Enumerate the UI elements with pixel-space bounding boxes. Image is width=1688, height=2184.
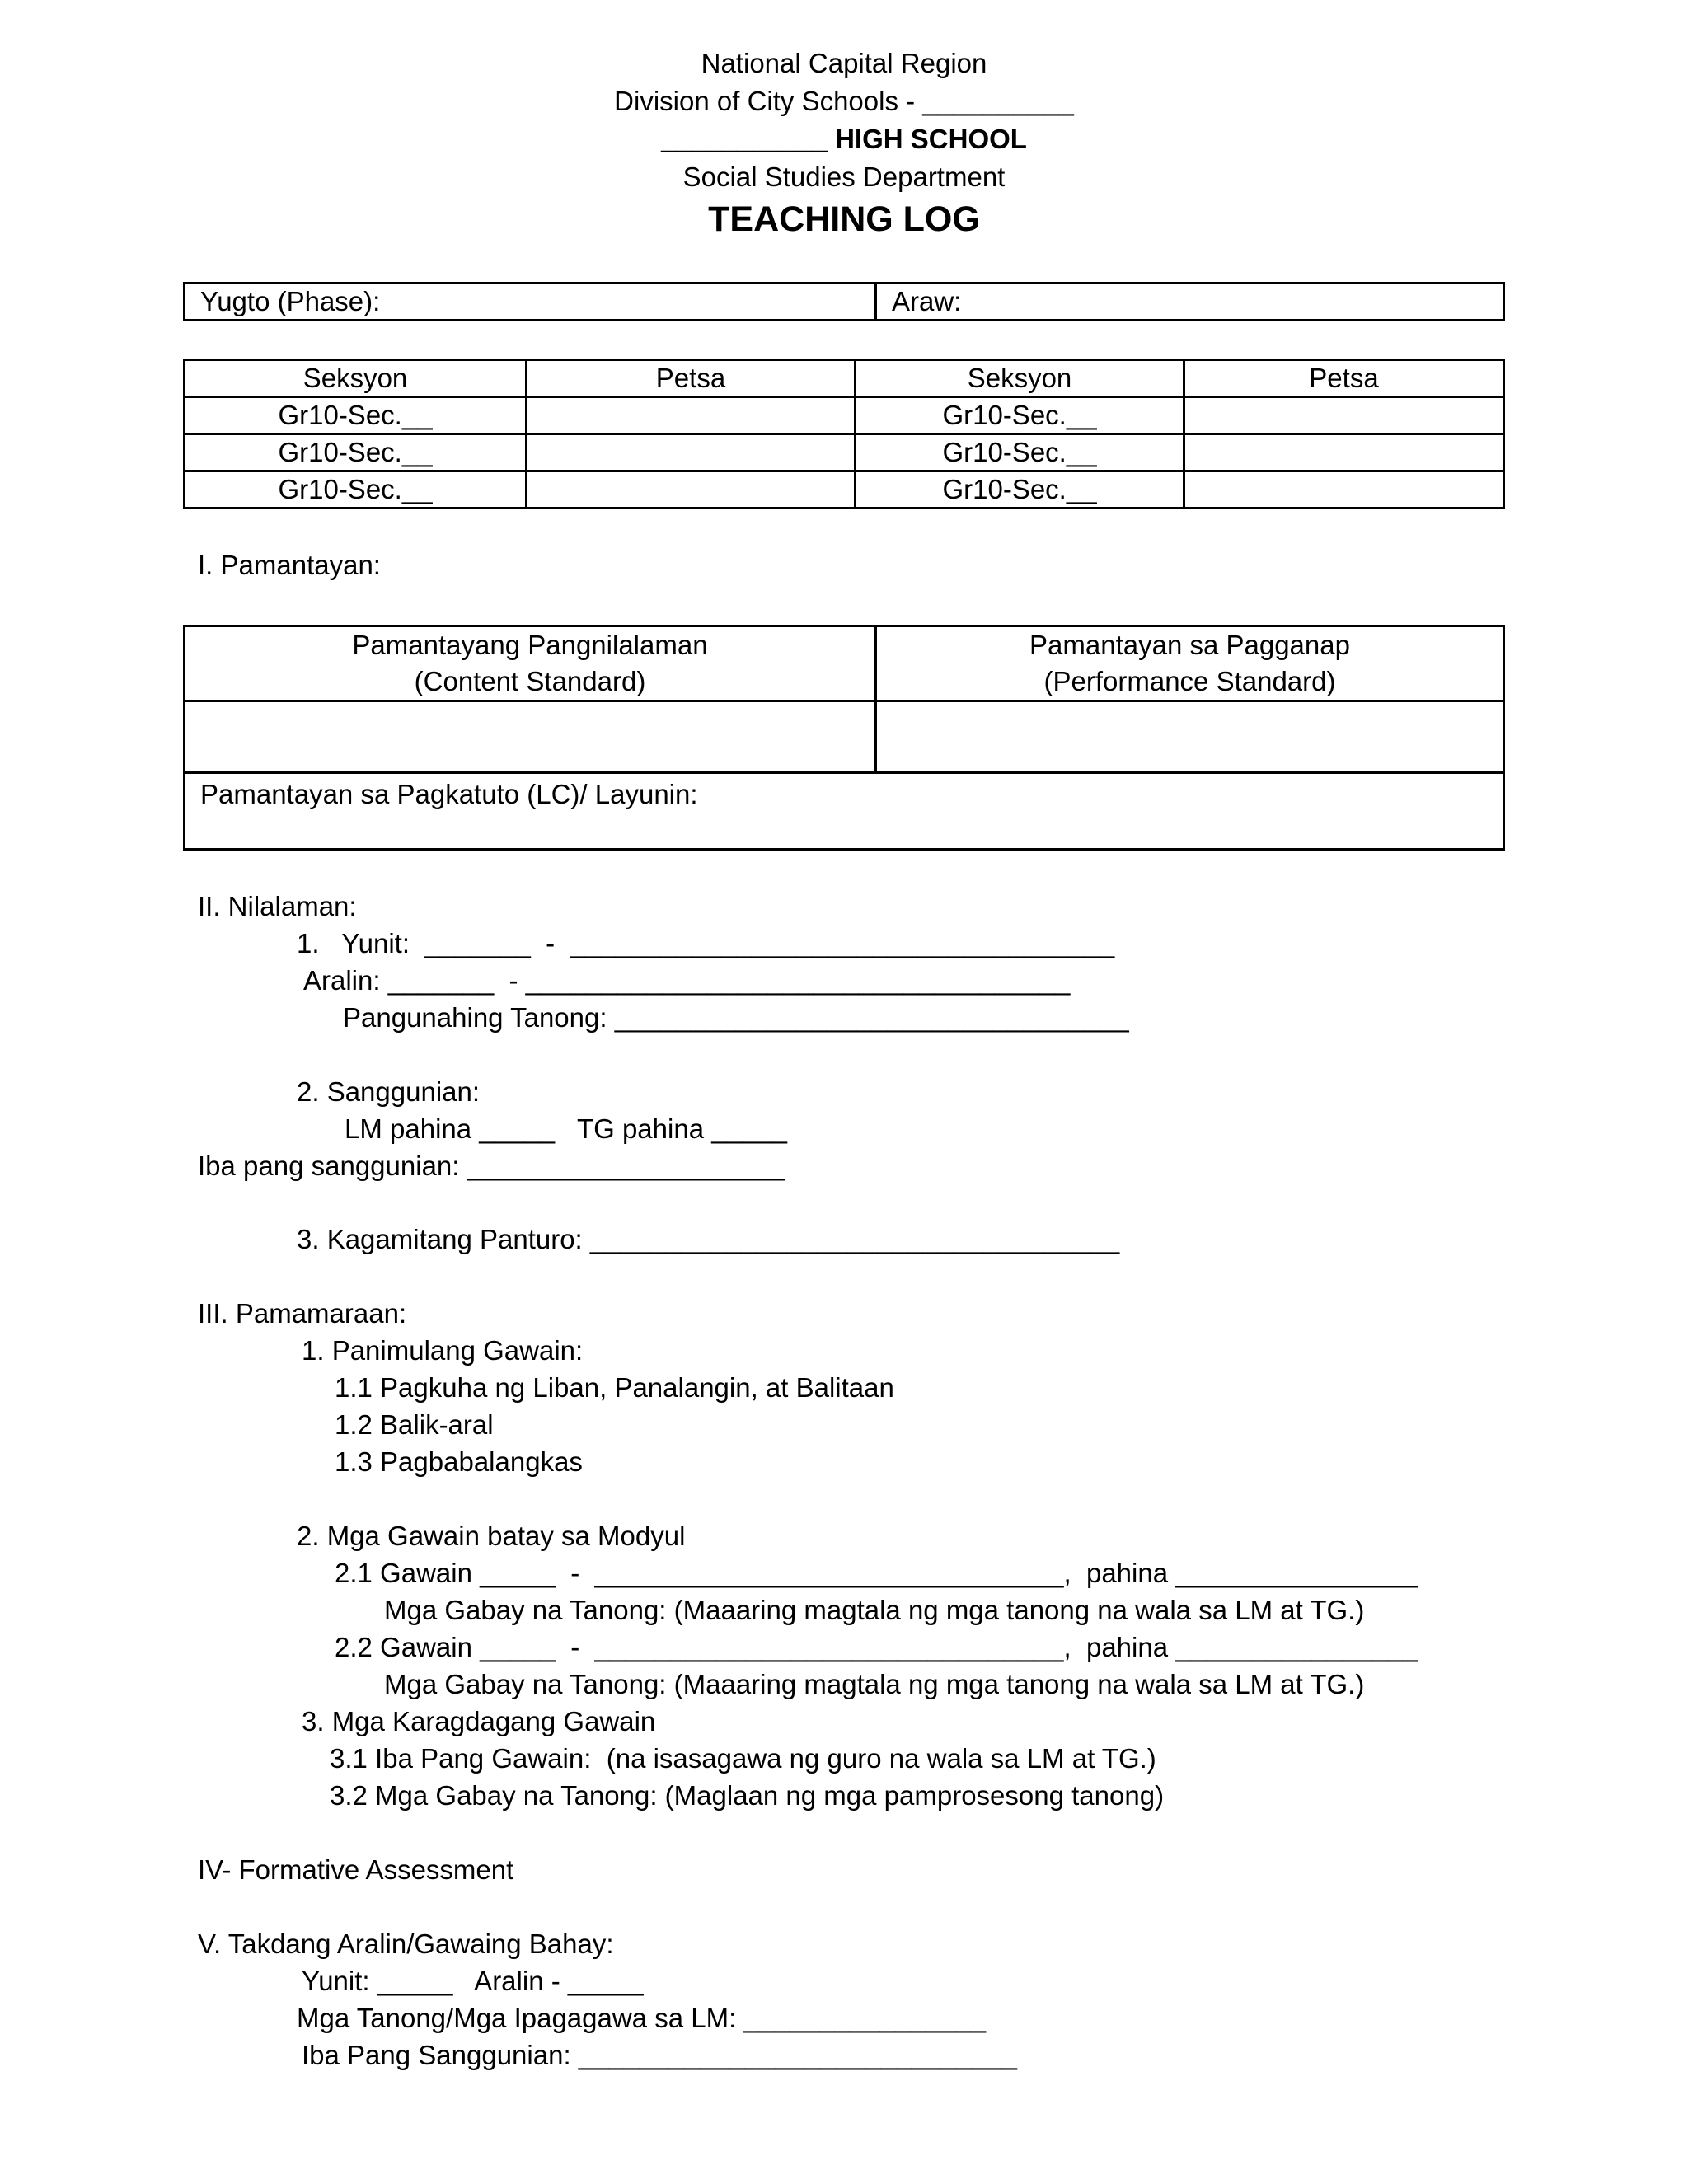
standards-table (183, 625, 1505, 851)
day-cell[interactable]: Araw: (876, 284, 1504, 321)
table-row (185, 397, 1504, 434)
column-header: Petsa (1184, 360, 1504, 397)
unit-line: 1. Yunit: _______ - ____________________________________ (297, 928, 1115, 958)
performance-standard-field[interactable] (876, 701, 1504, 773)
date-cell[interactable] (1184, 397, 1504, 434)
department-heading: Social Studies Department (682, 162, 1006, 192)
date-cell[interactable] (527, 397, 856, 434)
performance-standard-label: Pamantayan sa Pagganap (1029, 630, 1350, 660)
learning-competency-row (185, 773, 1504, 850)
section-cell: Gr10-Sec.__ (856, 434, 1184, 471)
section-cell: Gr10-Sec.__ (185, 397, 527, 434)
date-cell[interactable] (1184, 434, 1504, 471)
module-activities-line: 2. Mga Gawain batay sa Modyul (297, 1521, 686, 1551)
guide-questions-line: Mga Gabay na Tanong: (Maaaring magtala ng mga tanong na wala sa LM at TG.) (384, 1595, 1365, 1625)
table-row (185, 434, 1504, 471)
content-heading: II. Nilalaman: (198, 891, 357, 921)
intro-activity-item: 1.2 Balik-aral (335, 1409, 494, 1440)
sections-table (183, 359, 1505, 509)
content-standard-label-en: (Content Standard) (414, 666, 646, 696)
region-heading: National Capital Region (701, 48, 987, 78)
school-heading: ___________ HIGH SCHOOL (661, 124, 1027, 154)
standards-heading: I. Pamantayan: (198, 550, 381, 580)
other-references-line: Iba pang sanggunian: _____________________ (198, 1151, 785, 1181)
assessment-heading: IV- Formative Assessment (198, 1854, 514, 1885)
additional-activities-line: 3. Mga Karagdagang Gawain (302, 1706, 656, 1736)
teaching-materials-line: 3. Kagamitang Panturo: ___________________________________ (297, 1224, 1120, 1254)
activity-line: 2.2 Gawain _____ - _______________________________, pahina ________________ (335, 1632, 1418, 1662)
learning-competency-field[interactable]: Pamantayan sa Pagkatuto (LC)/ Layunin: (185, 773, 1504, 850)
date-cell[interactable] (527, 434, 856, 471)
date-cell[interactable] (527, 471, 856, 509)
table-header-row (185, 360, 1504, 397)
intro-activity-item: 1.3 Pagbabalangkas (335, 1446, 583, 1477)
division-heading: Division of City Schools - __________ (614, 86, 1074, 116)
column-header: Seksyon (856, 360, 1184, 397)
standards-header-row (185, 626, 1504, 701)
content-standard-label: Pamantayang Pangnilalaman (352, 630, 708, 660)
section-cell: Gr10-Sec.__ (856, 471, 1184, 509)
performance-standard-label-en: (Performance Standard) (1043, 666, 1336, 696)
performance-standard-header (876, 626, 1504, 701)
phase-cell[interactable]: Yugto (Phase): (185, 284, 876, 321)
content-standard-field[interactable] (185, 701, 876, 773)
intro-activity-line: 1. Panimulang Gawain: (302, 1335, 584, 1366)
page-title: TEACHING LOG (708, 199, 980, 239)
content-standard-header (185, 626, 876, 701)
homework-heading: V. Takdang Aralin/Gawaing Bahay: (198, 1929, 614, 1959)
activity-line: 2.1 Gawain _____ - _______________________________, pahina ________________ (335, 1558, 1418, 1588)
phase-day-table (183, 282, 1505, 321)
main-question-line: Pangunahing Tanong: __________________________________ (343, 1002, 1129, 1033)
table-row (185, 471, 1504, 509)
additional-activity-item: 3.2 Mga Gabay na Tanong: (Maglaan ng mga pamprosesong tanong) (330, 1780, 1165, 1811)
date-cell[interactable] (1184, 471, 1504, 509)
intro-activity-item: 1.1 Pagkuha ng Liban, Panalangin, at Balitaan (335, 1372, 894, 1403)
procedure-heading: III. Pamamaraan: (198, 1298, 407, 1329)
section-cell: Gr10-Sec.__ (185, 434, 527, 471)
homework-unit-lesson-line: Yunit: _____ Aralin - _____ (302, 1966, 644, 1996)
homework-references-line: Iba Pang Sanggunian: _____________________________ (302, 2040, 1018, 2070)
additional-activity-item: 3.1 Iba Pang Gawain: (na isasagawa ng guro na wala sa LM at TG.) (330, 1743, 1156, 1774)
column-header: Seksyon (185, 360, 527, 397)
guide-questions-line: Mga Gabay na Tanong: (Maaaring magtala ng mga tanong na wala sa LM at TG.) (384, 1669, 1365, 1699)
section-cell: Gr10-Sec.__ (185, 471, 527, 509)
column-header: Petsa (527, 360, 856, 397)
references-heading: 2. Sanggunian: (297, 1076, 481, 1107)
lesson-line: Aralin: _______ - ____________________________________ (303, 965, 1071, 996)
lm-tg-page-line: LM pahina _____ TG pahina _____ (345, 1113, 787, 1144)
homework-questions-line: Mga Tanong/Mga Ipagagawa sa LM: ________________ (297, 2003, 987, 2033)
section-cell: Gr10-Sec.__ (856, 397, 1184, 434)
standards-input-row (185, 701, 1504, 773)
